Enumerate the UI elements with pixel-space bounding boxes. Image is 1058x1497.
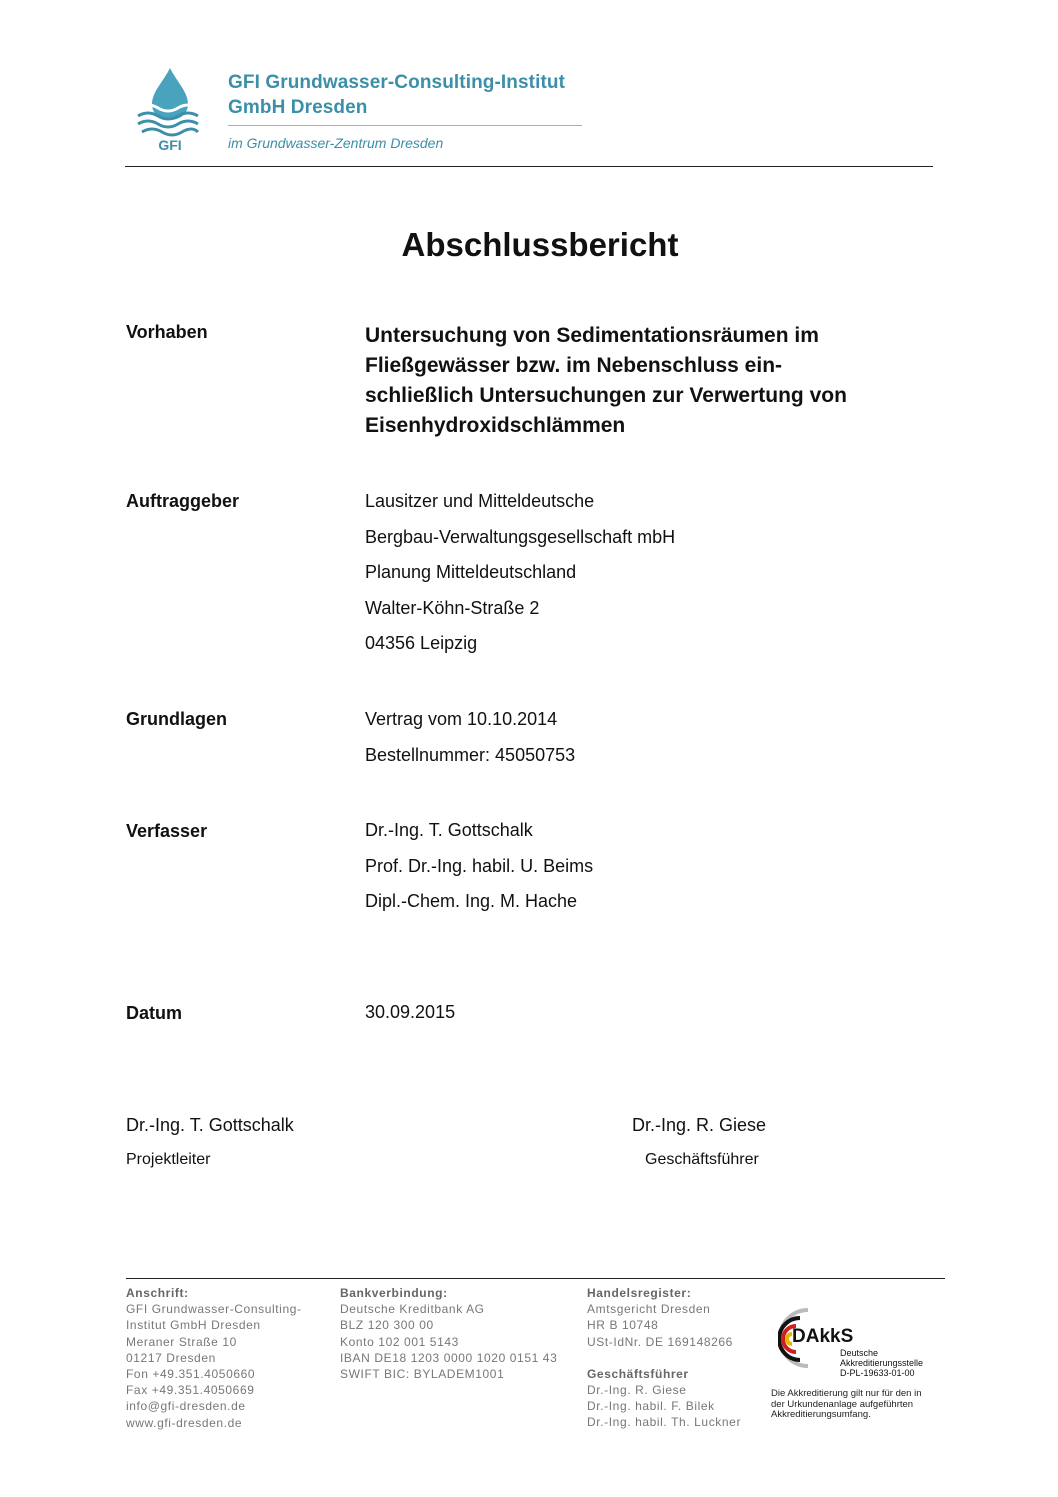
dakks-code: D-PL-19633-01-00 (840, 1368, 915, 1378)
document-title: Abschlussbericht (401, 226, 679, 263)
footer-address-line: Institut GmbH Dresden (126, 1318, 261, 1333)
basis-line: Vertrag vom 10.10.2014 (365, 709, 558, 729)
company-subtitle: im Grundwasser-Zentrum Dresden (228, 135, 444, 151)
project-title-line: Eisenhydroxidschlämmen (365, 414, 626, 437)
footer-address-head: Anschrift: (126, 1286, 189, 1300)
logo-abbr: GFI (158, 137, 182, 153)
footer-bank-head: Bankverbindung: (340, 1286, 448, 1300)
client-address (365, 484, 675, 662)
author-line: Dr.-Ing. T. Gottschalk (365, 820, 533, 840)
company-name-line1: GFI Grundwasser-Consulting-Institut (228, 72, 566, 93)
client-line: Planung Mitteldeutschland (365, 562, 577, 582)
dakks-line1: Deutsche (840, 1348, 879, 1358)
client-line: 04356 Leipzig (365, 633, 478, 653)
project-title-line: Untersuchung von Sedimentationsräumen im (365, 324, 819, 347)
footer-address (126, 1285, 302, 1431)
label-verfasser: Verfasser (126, 821, 208, 841)
footer-bank-line: Deutsche Kreditbank AG (340, 1302, 485, 1317)
signature-right-name: Dr.-Ing. R. Giese (632, 1115, 767, 1135)
footer-register-line: USt-IdNr. DE 169148266 (587, 1334, 733, 1349)
basis-info (365, 702, 575, 773)
date-value: 30.09.2015 (365, 1002, 456, 1022)
header-divider (125, 166, 933, 167)
company-name (228, 70, 565, 120)
dakks-note-line: Akkreditierungsumfang. (771, 1409, 871, 1420)
client-line: Walter-Köhn-Straße 2 (365, 597, 540, 618)
footer-address-line: 01217 Dresden (126, 1350, 216, 1365)
company-name-line2: GmbH Dresden (228, 97, 368, 118)
footer-bank (340, 1285, 557, 1382)
footer-register (587, 1285, 741, 1431)
signature-left-name: Dr.-Ing. T. Gottschalk (126, 1115, 294, 1135)
footer-address-line: Fon +49.351.4050660 (126, 1367, 256, 1382)
dakks-note-line: der Urkundenanlage aufgeführten (771, 1398, 914, 1410)
project-title (365, 321, 847, 441)
label-vorhaben: Vorhaben (126, 322, 208, 342)
footer-divider (126, 1278, 945, 1279)
footer-register-line: HR B 10748 (587, 1318, 659, 1333)
footer-bank-line: SWIFT BIC: BYLADEM1001 (340, 1367, 505, 1382)
project-title-line: Fließgewässer bzw. im Nebenschluss ein- (365, 354, 783, 377)
dakks-accreditation-logo (778, 1306, 938, 1382)
label-datum: Datum (126, 1003, 183, 1023)
footer-bank-line: BLZ 120 300 00 (340, 1318, 434, 1333)
footer-register-head: Handelsregister: (587, 1286, 692, 1300)
author-line: Prof. Dr.-Ing. habil. U. Beims (365, 855, 594, 876)
signature-right-role: Geschäftsführer (645, 1151, 759, 1168)
client-line: Lausitzer und Mitteldeutsche (365, 491, 595, 511)
footer-managers-head: Geschäftsführer (587, 1366, 689, 1381)
signature-left-role: Projektleiter (126, 1151, 211, 1168)
author-line: Dipl.-Chem. Ing. M. Hache (365, 891, 578, 911)
footer-bank-line: IBAN DE18 1203 0000 1020 0151 43 (340, 1350, 558, 1365)
label-grundlagen: Grundlagen (126, 709, 228, 729)
dakks-note (771, 1389, 922, 1421)
label-auftraggeber: Auftraggeber (126, 491, 240, 511)
basis-line: Bestellnummer: 45050753 (365, 744, 576, 765)
footer-manager-line: Dr.-Ing. habil. F. Bilek (587, 1399, 715, 1414)
dakks-note-line: Die Akkreditierung gilt nur für den in (771, 1388, 922, 1399)
footer-manager-line: Dr.-Ing. R. Giese (587, 1383, 687, 1398)
footer-register-line: Amtsgericht Dresden (587, 1302, 711, 1317)
water-drop-waves-icon (132, 64, 208, 154)
footer-email-link[interactable]: info@gfi-dresden.de (126, 1399, 246, 1414)
authors-list (365, 813, 593, 920)
footer-address-line: Fax +49.351.4050669 (126, 1383, 255, 1398)
dakks-brand: DAkkS (792, 1326, 854, 1347)
logo-divider (228, 125, 582, 126)
footer-address-line: GFI Grundwasser-Consulting- (126, 1302, 302, 1317)
footer-manager-line: Dr.-Ing. habil. Th. Luckner (587, 1415, 742, 1430)
dakks-line2: Akkreditierungsstelle (840, 1358, 924, 1368)
project-title-line: schließlich Untersuchungen zur Verwertung von (365, 384, 847, 407)
footer-bank-line: Konto 102 001 5143 (340, 1334, 459, 1349)
footer-website-link[interactable]: www.gfi-dresden.de (126, 1415, 243, 1430)
client-line: Bergbau-Verwaltungsgesellschaft mbH (365, 526, 676, 547)
footer-address-line: Meraner Straße 10 (126, 1334, 237, 1349)
